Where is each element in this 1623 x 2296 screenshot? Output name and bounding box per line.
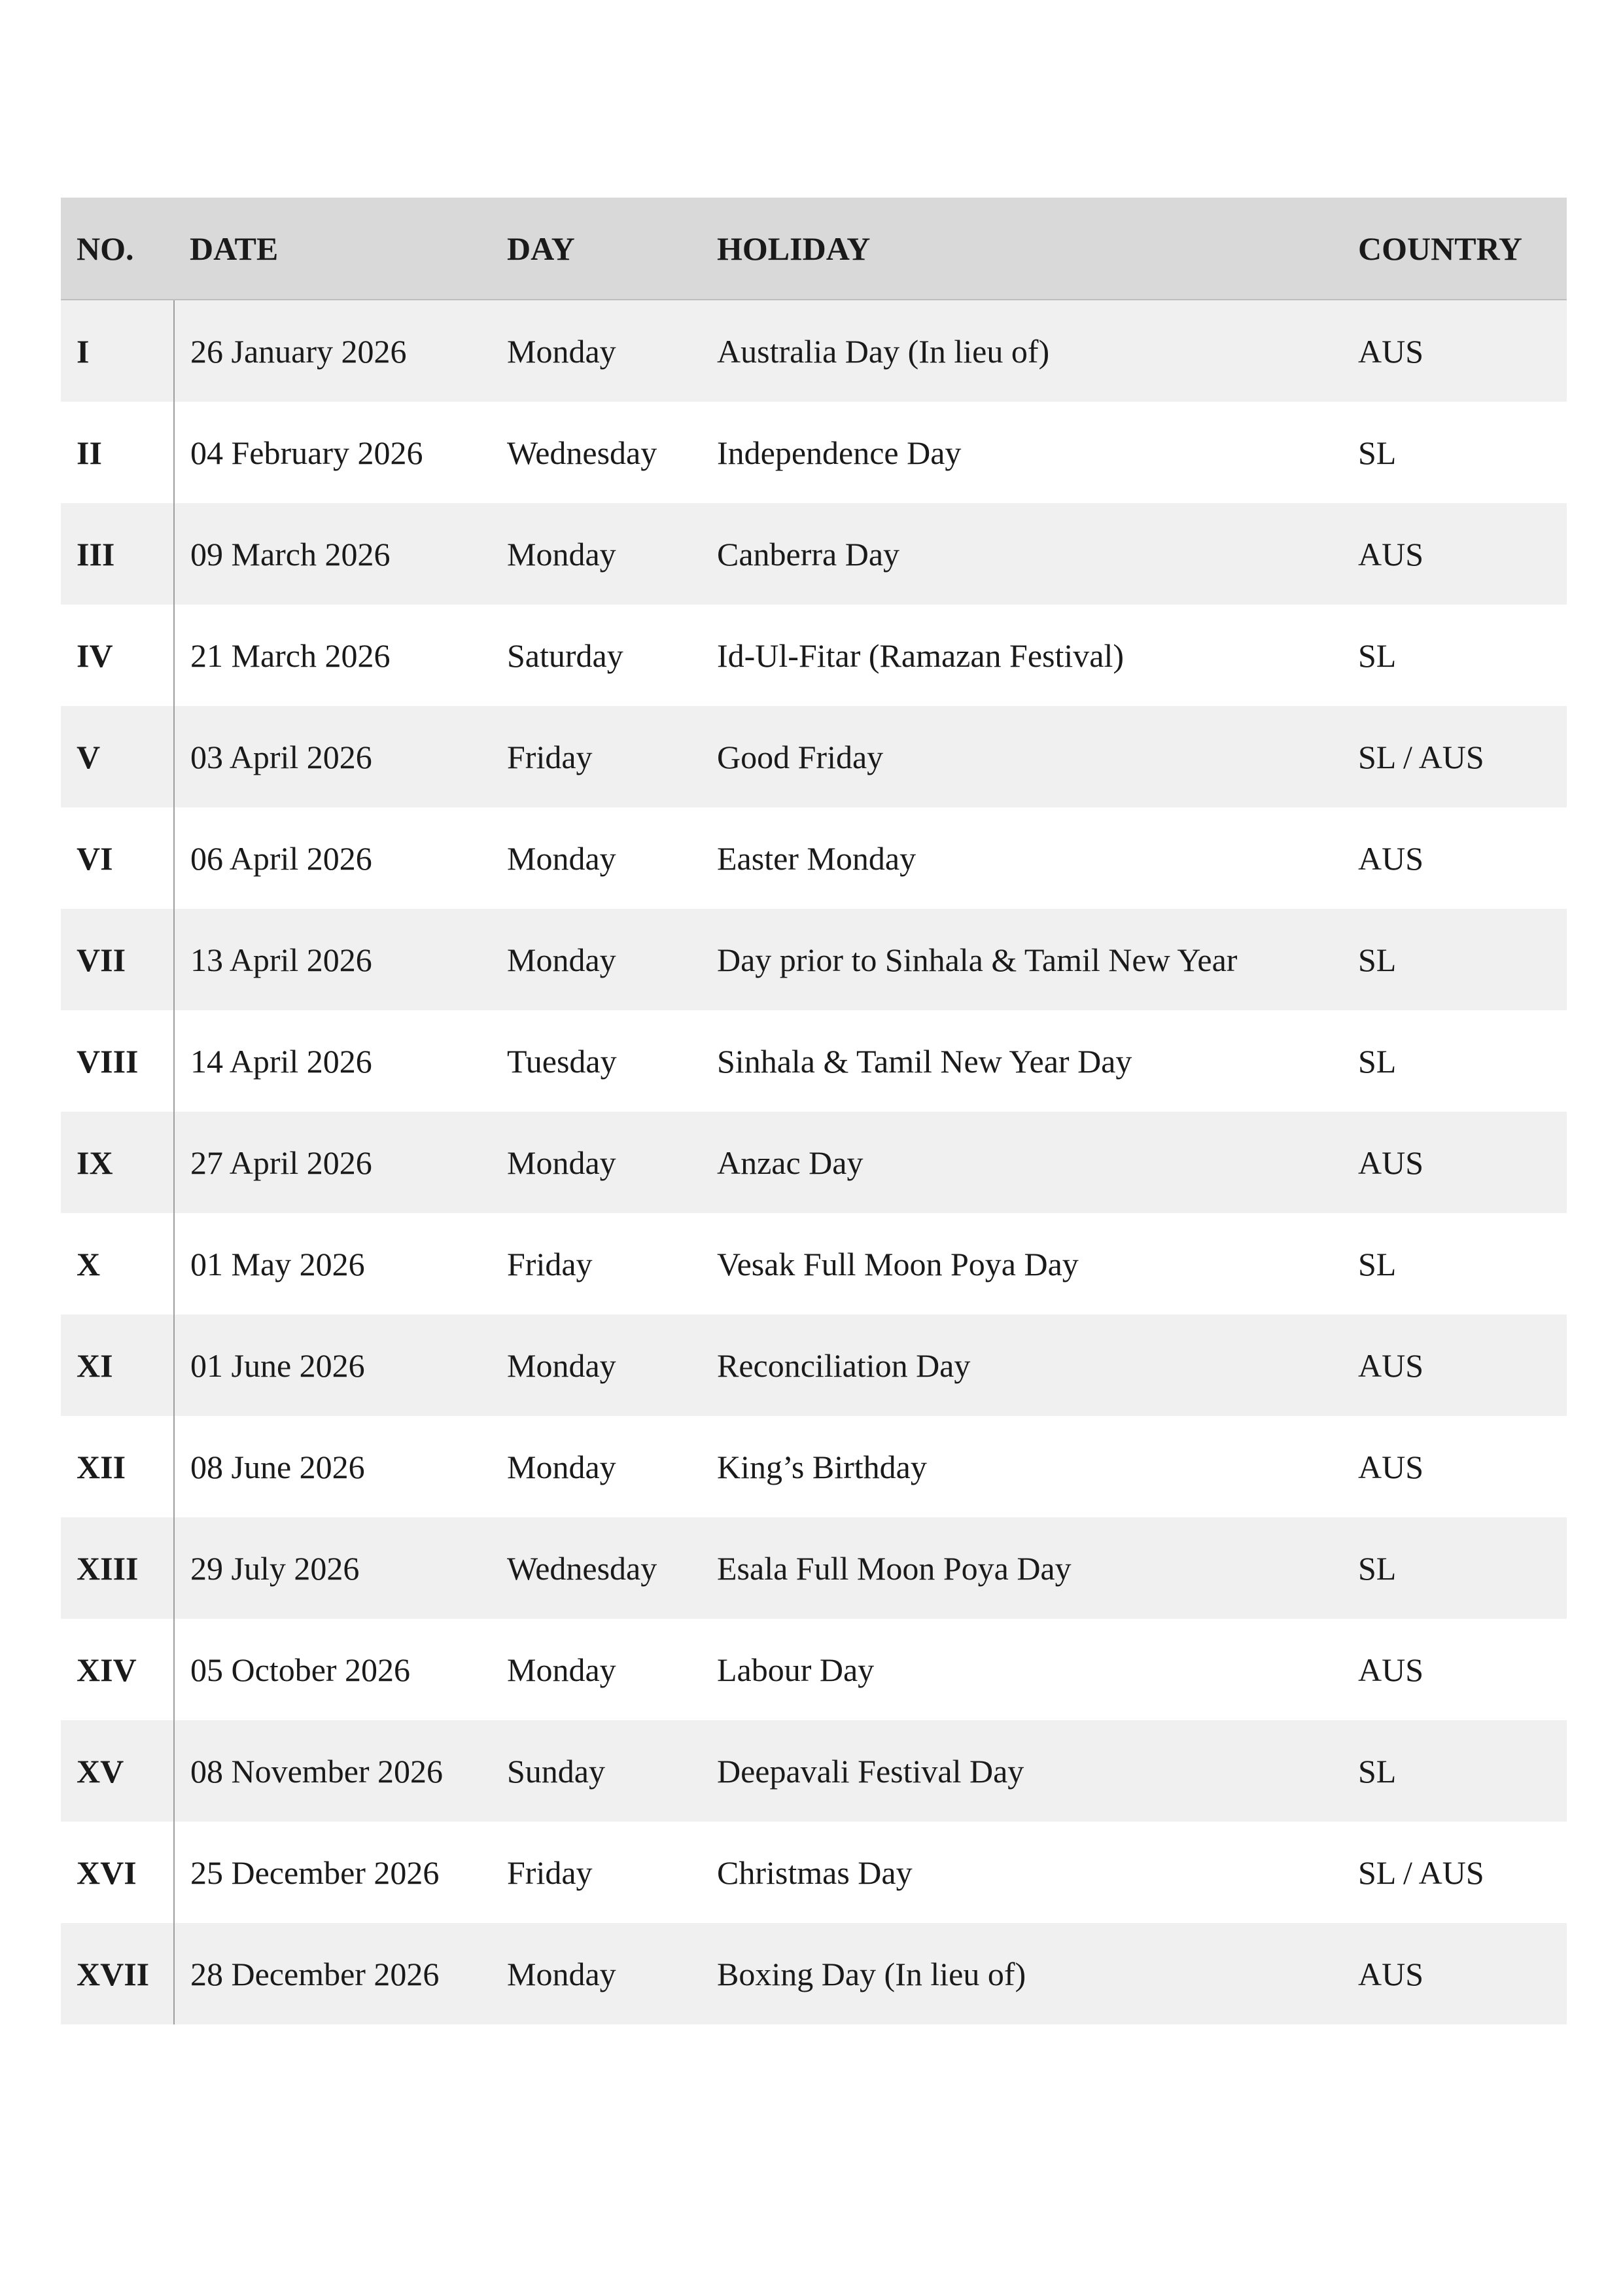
cell-date: 13 April 2026 — [174, 909, 491, 1010]
cell-day: Wednesday — [491, 402, 701, 503]
cell-date: 14 April 2026 — [174, 1010, 491, 1112]
cell-no: XIII — [61, 1517, 174, 1619]
cell-date: 08 November 2026 — [174, 1720, 491, 1822]
cell-holiday: Australia Day (In lieu of) — [701, 300, 1342, 402]
table-row — [61, 503, 1567, 605]
cell-holiday: Easter Monday — [701, 807, 1342, 909]
cell-date: 08 June 2026 — [174, 1416, 491, 1517]
cell-country: SL — [1342, 1213, 1567, 1315]
cell-country: SL — [1342, 1517, 1567, 1619]
cell-no: VII — [61, 909, 174, 1010]
cell-date: 21 March 2026 — [174, 605, 491, 706]
cell-date: 27 April 2026 — [174, 1112, 491, 1213]
cell-day: Monday — [491, 909, 701, 1010]
table-row — [61, 1619, 1567, 1720]
cell-country: AUS — [1342, 1923, 1567, 2024]
table-row — [61, 1822, 1567, 1923]
cell-no: IX — [61, 1112, 174, 1213]
header-day: DAY — [491, 198, 701, 300]
table-row — [61, 909, 1567, 1010]
cell-holiday: Id-Ul-Fitar (Ramazan Festival) — [701, 605, 1342, 706]
cell-date: 26 January 2026 — [174, 300, 491, 402]
cell-holiday: Vesak Full Moon Poya Day — [701, 1213, 1342, 1315]
cell-day: Monday — [491, 300, 701, 402]
cell-date: 25 December 2026 — [174, 1822, 491, 1923]
cell-holiday: Esala Full Moon Poya Day — [701, 1517, 1342, 1619]
cell-day: Saturday — [491, 605, 701, 706]
cell-day: Tuesday — [491, 1010, 701, 1112]
table-row — [61, 1720, 1567, 1822]
cell-day: Friday — [491, 1213, 701, 1315]
cell-day: Monday — [491, 1619, 701, 1720]
cell-no: XIV — [61, 1619, 174, 1720]
cell-country: SL — [1342, 1010, 1567, 1112]
cell-country: AUS — [1342, 1416, 1567, 1517]
cell-no: X — [61, 1213, 174, 1315]
cell-no: XVII — [61, 1923, 174, 2024]
cell-holiday: Anzac Day — [701, 1112, 1342, 1213]
cell-holiday: Day prior to Sinhala & Tamil New Year — [701, 909, 1342, 1010]
table-row — [61, 1517, 1567, 1619]
header-date: DATE — [174, 198, 491, 300]
cell-country: AUS — [1342, 1315, 1567, 1416]
cell-date: 09 March 2026 — [174, 503, 491, 605]
cell-day: Sunday — [491, 1720, 701, 1822]
cell-date: 05 October 2026 — [174, 1619, 491, 1720]
cell-day: Monday — [491, 503, 701, 605]
header-row — [61, 198, 1567, 300]
cell-country: SL — [1342, 402, 1567, 503]
header-country: COUNTRY — [1342, 198, 1567, 300]
cell-holiday: Boxing Day (In lieu of) — [701, 1923, 1342, 2024]
cell-no: XVI — [61, 1822, 174, 1923]
table-row — [61, 402, 1567, 503]
holiday-table — [61, 198, 1567, 2024]
cell-country: AUS — [1342, 1619, 1567, 1720]
cell-day: Monday — [491, 1416, 701, 1517]
header-holiday: HOLIDAY — [701, 198, 1342, 300]
cell-no: XV — [61, 1720, 174, 1822]
cell-country: AUS — [1342, 1112, 1567, 1213]
cell-holiday: Independence Day — [701, 402, 1342, 503]
cell-date: 06 April 2026 — [174, 807, 491, 909]
cell-date: 04 February 2026 — [174, 402, 491, 503]
cell-country: AUS — [1342, 807, 1567, 909]
cell-no: IV — [61, 605, 174, 706]
cell-day: Monday — [491, 807, 701, 909]
cell-date: 29 July 2026 — [174, 1517, 491, 1619]
table-row — [61, 300, 1567, 402]
cell-no: II — [61, 402, 174, 503]
table-row — [61, 1010, 1567, 1112]
table-row — [61, 807, 1567, 909]
table-row — [61, 1416, 1567, 1517]
cell-day: Monday — [491, 1315, 701, 1416]
cell-holiday: Deepavali Festival Day — [701, 1720, 1342, 1822]
cell-day: Friday — [491, 1822, 701, 1923]
table-row — [61, 1112, 1567, 1213]
cell-country: SL / AUS — [1342, 706, 1567, 807]
cell-date: 03 April 2026 — [174, 706, 491, 807]
cell-holiday: King’s Birthday — [701, 1416, 1342, 1517]
cell-no: I — [61, 300, 174, 402]
cell-country: SL — [1342, 605, 1567, 706]
cell-holiday: Christmas Day — [701, 1822, 1342, 1923]
table-row — [61, 1315, 1567, 1416]
cell-date: 28 December 2026 — [174, 1923, 491, 2024]
table-row — [61, 706, 1567, 807]
cell-country: AUS — [1342, 503, 1567, 605]
cell-no: VIII — [61, 1010, 174, 1112]
cell-country: SL — [1342, 1720, 1567, 1822]
cell-no: XII — [61, 1416, 174, 1517]
cell-country: SL / AUS — [1342, 1822, 1567, 1923]
header-no: NO. — [61, 198, 174, 300]
cell-day: Friday — [491, 706, 701, 807]
cell-date: 01 June 2026 — [174, 1315, 491, 1416]
table-body — [61, 300, 1567, 2024]
cell-day: Wednesday — [491, 1517, 701, 1619]
cell-holiday: Labour Day — [701, 1619, 1342, 1720]
cell-day: Monday — [491, 1112, 701, 1213]
cell-no: III — [61, 503, 174, 605]
cell-country: AUS — [1342, 300, 1567, 402]
table-row — [61, 605, 1567, 706]
cell-holiday: Good Friday — [701, 706, 1342, 807]
cell-date: 01 May 2026 — [174, 1213, 491, 1315]
cell-no: VI — [61, 807, 174, 909]
cell-holiday: Sinhala & Tamil New Year Day — [701, 1010, 1342, 1112]
table-row — [61, 1213, 1567, 1315]
table-row — [61, 1923, 1567, 2024]
cell-no: V — [61, 706, 174, 807]
cell-no: XI — [61, 1315, 174, 1416]
cell-holiday: Reconciliation Day — [701, 1315, 1342, 1416]
cell-country: SL — [1342, 909, 1567, 1010]
cell-holiday: Canberra Day — [701, 503, 1342, 605]
cell-day: Monday — [491, 1923, 701, 2024]
table-header — [61, 198, 1567, 300]
